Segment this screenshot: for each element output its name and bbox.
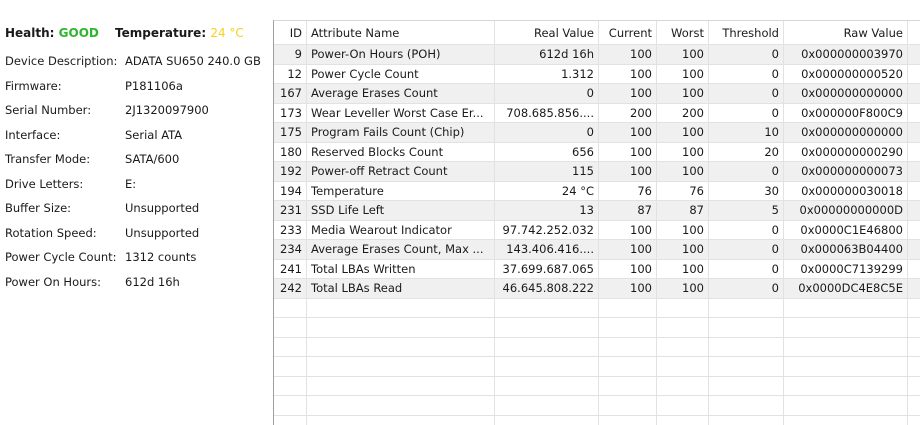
cell-current [599,416,657,425]
cell-current: 100 [599,221,657,240]
cell-worst: 100 [657,143,709,162]
cell-real-value [495,318,599,337]
table-row[interactable] [274,201,920,221]
cell-filler [908,143,920,162]
cell-real-value: 37.699.687.065 [495,260,599,279]
empty-table-row [274,299,920,319]
device-info-panel [0,0,268,425]
cell-id: 175 [274,123,307,142]
table-row[interactable] [274,143,920,163]
info-value: Unsupported [125,201,200,215]
cell-attribute-name: Power Cycle Count [307,65,495,84]
smart-attributes-table[interactable] [273,20,920,425]
cell-raw-value [784,377,908,396]
cell-current: 100 [599,260,657,279]
cell-filler [908,240,920,259]
cell-id: 234 [274,240,307,259]
temperature-status [115,26,244,40]
cell-threshold: 0 [709,45,784,64]
health-label: Health: [5,26,55,40]
cell-id: 231 [274,201,307,220]
cell-real-value: 46.645.808.222 [495,279,599,298]
cell-attribute-name: SSD Life Left [307,201,495,220]
cell-id [274,357,307,376]
column-header-raw-value[interactable]: Raw Value [784,21,908,44]
cell-filler [908,377,920,396]
column-header-worst[interactable]: Worst [657,21,709,44]
cell-worst: 100 [657,84,709,103]
cell-threshold [709,299,784,318]
cell-attribute-name: Temperature [307,182,495,201]
cell-real-value: 13 [495,201,599,220]
info-value: SATA/600 [125,152,180,166]
cell-worst [657,377,709,396]
table-row[interactable] [274,240,920,260]
cell-attribute-name [307,299,495,318]
cell-raw-value: 0x000000000520 [784,65,908,84]
cell-id [274,396,307,415]
cell-raw-value: 0x000000003970 [784,45,908,64]
cell-id: 192 [274,162,307,181]
cell-real-value: 0 [495,123,599,142]
cell-id [274,377,307,396]
info-label: Device Description: [5,54,118,68]
cell-current: 100 [599,279,657,298]
cell-filler [908,104,920,123]
cell-threshold: 0 [709,162,784,181]
cell-real-value: 143.406.416.... [495,240,599,259]
cell-raw-value: 0x000000000000 [784,123,908,142]
cell-raw-value: 0x00000000000D [784,201,908,220]
info-value: Unsupported [125,225,200,240]
cell-filler [908,318,920,337]
cell-raw-value: 0x0000C7139299 [784,260,908,279]
cell-current [599,396,657,415]
info-label: Rotation Speed: [5,225,97,240]
health-status [5,26,99,40]
cell-id: 194 [274,182,307,201]
cell-threshold: 0 [709,104,784,123]
cell-attribute-name: Reserved Blocks Count [307,143,495,162]
table-row[interactable] [274,279,920,299]
cell-worst: 100 [657,65,709,84]
column-header-filler [908,21,920,44]
cell-real-value [495,299,599,318]
empty-table-row [274,396,920,416]
cell-raw-value: 0x000063B04400 [784,240,908,259]
cell-worst: 76 [657,182,709,201]
cell-filler [908,357,920,376]
cell-current: 100 [599,84,657,103]
cell-raw-value: 0x000000F800C9 [784,104,908,123]
cell-real-value [495,357,599,376]
cell-real-value [495,396,599,415]
column-header-id[interactable]: ID [274,21,307,44]
table-row[interactable] [274,104,920,124]
cell-attribute-name: Power-off Retract Count [307,162,495,181]
cell-threshold: 0 [709,84,784,103]
cell-raw-value [784,299,908,318]
info-value: 2J1320097900 [125,103,209,117]
info-label: Power Cycle Count: [5,250,117,264]
info-label: Firmware: [5,78,62,93]
cell-real-value [495,338,599,357]
temperature-label: Temperature: [115,26,207,40]
cell-threshold: 0 [709,240,784,259]
cell-current: 76 [599,182,657,201]
cell-worst: 87 [657,201,709,220]
cell-current [599,338,657,357]
cell-current: 100 [599,45,657,64]
cell-worst: 100 [657,240,709,259]
health-value: GOOD [58,26,99,40]
table-row[interactable] [274,84,920,104]
cell-current: 200 [599,104,657,123]
cell-id [274,338,307,357]
cell-attribute-name: Average Erases Count, Max ... [307,240,495,259]
column-header-real-value[interactable]: Real Value [495,21,599,44]
cell-threshold [709,416,784,425]
cell-worst: 100 [657,162,709,181]
info-label: Buffer Size: [5,201,72,215]
cell-filler [908,65,920,84]
cell-filler [908,299,920,318]
table-row[interactable] [274,123,920,143]
cell-worst [657,338,709,357]
temperature-value: 24 °C [210,26,244,40]
cell-worst [657,396,709,415]
cell-threshold [709,377,784,396]
cell-filler [908,338,920,357]
cell-real-value: 115 [495,162,599,181]
cell-real-value: 656 [495,143,599,162]
cell-attribute-name: Wear Leveller Worst Case Er... [307,104,495,123]
cell-raw-value: 0x000000000073 [784,162,908,181]
cell-filler [908,260,920,279]
cell-id: 12 [274,65,307,84]
cell-id [274,318,307,337]
cell-current: 100 [599,123,657,142]
cell-attribute-name: Total LBAs Read [307,279,495,298]
cell-filler [908,396,920,415]
cell-raw-value [784,318,908,337]
cell-worst: 200 [657,104,709,123]
empty-table-row [274,338,920,358]
cell-filler [908,201,920,220]
cell-worst: 100 [657,260,709,279]
cell-filler [908,162,920,181]
cell-worst [657,416,709,425]
cell-threshold: 0 [709,65,784,84]
cell-id: 242 [274,279,307,298]
cell-threshold: 30 [709,182,784,201]
cell-attribute-name [307,416,495,425]
cell-current: 100 [599,162,657,181]
cell-raw-value [784,416,908,425]
cell-attribute-name: Power-On Hours (POH) [307,45,495,64]
cell-threshold [709,357,784,376]
info-label: Drive Letters: [5,176,84,191]
cell-real-value: 97.742.252.032 [495,221,599,240]
cell-worst: 100 [657,123,709,142]
cell-real-value: 612d 16h [495,45,599,64]
cell-attribute-name: Average Erases Count [307,84,495,103]
info-value: E: [125,176,137,191]
cell-attribute-name: Total LBAs Written [307,260,495,279]
cell-attribute-name [307,318,495,337]
cell-current: 100 [599,65,657,84]
info-label: Power On Hours: [5,274,101,289]
cell-id [274,299,307,318]
cell-threshold: 20 [709,143,784,162]
cell-raw-value: 0x000000000000 [784,84,908,103]
cell-threshold: 0 [709,279,784,298]
cell-attribute-name [307,396,495,415]
cell-filler [908,416,920,425]
cell-real-value [495,416,599,425]
table-row[interactable] [274,65,920,85]
cell-current: 100 [599,143,657,162]
cell-filler [908,123,920,142]
cell-worst [657,299,709,318]
cell-real-value: 1.312 [495,65,599,84]
cell-current [599,377,657,396]
cell-threshold [709,396,784,415]
cell-raw-value: 0x0000DC4E8C5E [784,279,908,298]
cell-threshold [709,338,784,357]
table-row[interactable] [274,221,920,241]
cell-attribute-name [307,377,495,396]
cell-raw-value [784,357,908,376]
table-row[interactable] [274,162,920,182]
info-value: 1312 counts [125,250,197,264]
cell-id [274,416,307,425]
info-label: Serial Number: [5,103,92,117]
table-row[interactable] [274,182,920,202]
cell-raw-value: 0x0000C1E46800 [784,221,908,240]
cell-id: 9 [274,45,307,64]
empty-table-row [274,357,920,377]
column-header-threshold[interactable]: Threshold [709,21,784,44]
info-value: ADATA SU650 240.0 GB [125,54,261,68]
cell-current [599,357,657,376]
cell-raw-value [784,338,908,357]
cell-id: 241 [274,260,307,279]
table-row[interactable] [274,45,920,65]
cell-attribute-name [307,357,495,376]
cell-threshold [709,318,784,337]
cell-current: 87 [599,201,657,220]
cell-raw-value [784,396,908,415]
cell-raw-value: 0x000000000290 [784,143,908,162]
cell-current [599,318,657,337]
cell-attribute-name [307,338,495,357]
cell-threshold: 10 [709,123,784,142]
cell-filler [908,84,920,103]
info-label: Interface: [5,127,61,142]
empty-table-row [274,377,920,397]
cell-threshold: 0 [709,221,784,240]
table-header [274,21,920,45]
cell-filler [908,221,920,240]
info-value: Serial ATA [125,127,183,142]
cell-real-value [495,377,599,396]
cell-real-value: 0 [495,84,599,103]
cell-id: 167 [274,84,307,103]
cell-real-value: 708.685.856.... [495,104,599,123]
cell-id: 233 [274,221,307,240]
cell-filler [908,279,920,298]
cell-raw-value: 0x000000030018 [784,182,908,201]
empty-table-row [274,416,920,425]
cell-filler [908,182,920,201]
column-header-attribute-name[interactable]: Attribute Name [307,21,495,44]
cell-attribute-name: Media Wearout Indicator [307,221,495,240]
cell-id: 180 [274,143,307,162]
cell-worst [657,318,709,337]
empty-table-row [274,318,920,338]
cell-worst: 100 [657,45,709,64]
cell-threshold: 5 [709,201,784,220]
table-row[interactable] [274,260,920,280]
cell-worst: 100 [657,279,709,298]
info-value: P181106a [125,78,183,93]
info-value: 612d 16h [125,274,180,289]
cell-filler [908,45,920,64]
cell-threshold: 0 [709,260,784,279]
cell-attribute-name: Program Fails Count (Chip) [307,123,495,142]
cell-worst: 100 [657,221,709,240]
cell-worst [657,357,709,376]
cell-current [599,299,657,318]
cell-id: 173 [274,104,307,123]
column-header-current[interactable]: Current [599,21,657,44]
info-label: Transfer Mode: [5,152,91,166]
cell-current: 100 [599,240,657,259]
cell-real-value: 24 °C [495,182,599,201]
